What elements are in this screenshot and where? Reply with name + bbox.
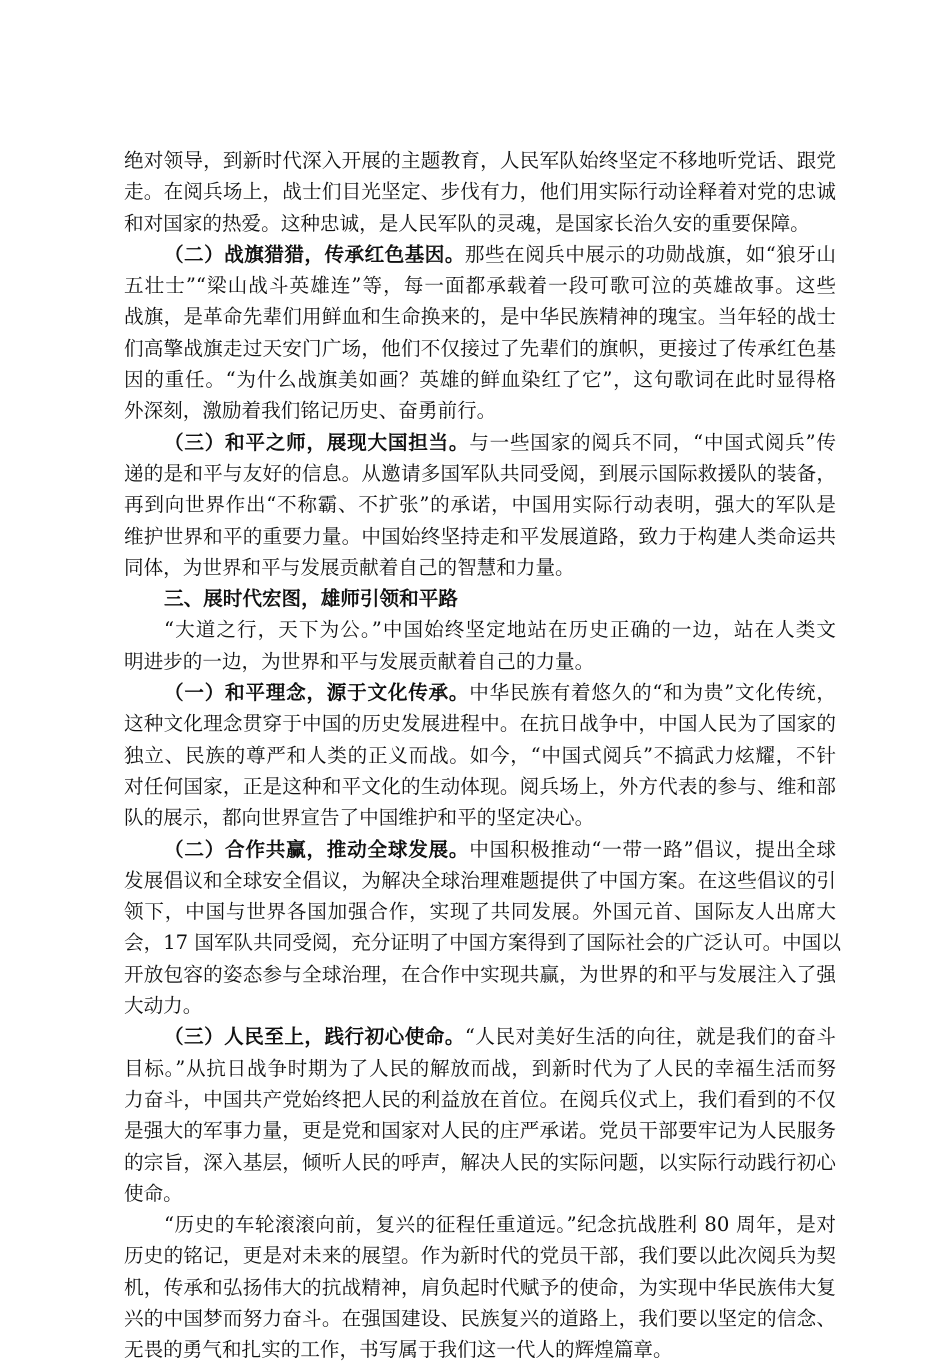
body-text: “历史的车轮滚滚向前，复兴的征程任重道远。”纪念抗战胜利 80 周年，是对 — [164, 1213, 836, 1237]
text-line — [124, 176, 836, 207]
body-text: 那些在阅兵中展示的功勋战旗，如“狼牙山 — [464, 242, 836, 266]
text-line — [124, 1178, 836, 1209]
text-line — [124, 1115, 836, 1146]
body-text: 独立、民族的尊严和人类的正义而战。如今，“中国式阅兵”不搞武力炫耀，不针 — [124, 743, 836, 767]
text-line — [124, 208, 836, 239]
body-text: 力奋斗，中国共产党始终把人民的利益放在首位。在阅兵仪式上，我们看到的不仅 — [124, 1087, 836, 1111]
text-line — [124, 927, 841, 958]
text-line — [124, 740, 836, 771]
body-text: 对任何国家，正是这种和平文化的生动体现。阅兵场上，外方代表的参与、维和部 — [124, 774, 836, 798]
body-text: “人民对美好生活的向往，就是我们的奋斗 — [464, 1025, 836, 1049]
body-text: 中华民族有着悠久的“和为贵”文化传统， — [469, 681, 836, 705]
paragraph — [124, 583, 836, 614]
text-line — [124, 333, 836, 364]
body-text: 大动力。 — [124, 994, 203, 1018]
body-text: 中国积极推动“一带一路”倡议，提出全球 — [469, 837, 836, 861]
text-line — [124, 458, 836, 489]
body-text: 会，17 国军队共同受阅，充分证明了中国方案得到了国际社会的广泛认可。中国以 — [124, 931, 841, 955]
text-line — [124, 1272, 836, 1303]
text-line — [124, 427, 836, 458]
body-text: 开放包容的姿态参与全球治理，在合作中实现共赢，为世界的和平与发展注入了强 — [124, 962, 836, 986]
text-line — [124, 270, 836, 301]
paragraph — [124, 677, 836, 833]
paragraph — [124, 239, 836, 427]
body-text: 兴的中国梦而努力奋斗。在强国建设、民族复兴的道路上，我们要以坚定的信念、 — [124, 1306, 836, 1330]
text-line — [124, 1053, 836, 1084]
body-text: 递的是和平与友好的信息。从邀请多国军队共同受阅，到展示国际救援队的装备， — [124, 461, 836, 485]
text-line — [124, 990, 836, 1021]
section-heading: 三、展时代宏图，雄师引领和平路 — [164, 587, 458, 611]
text-line — [124, 1084, 836, 1115]
body-text: 历史的铭记，更是对未来的展望。作为新时代的党员干部，我们要以此次阅兵为契 — [124, 1244, 836, 1268]
body-text: 发展倡议和全球安全倡议，为解决全球治理难题提供了中国方案。在这些倡议的引 — [124, 868, 836, 892]
text-line — [124, 646, 836, 677]
text-line — [124, 489, 836, 520]
text-line — [124, 896, 836, 927]
paragraph — [124, 1209, 836, 1365]
text-line — [124, 865, 836, 896]
body-text: 外深刻，激励着我们铭记历史、奋勇前行。 — [124, 399, 497, 423]
paragraph — [124, 834, 841, 1022]
text-line — [124, 959, 836, 990]
body-text: 因的重任。“为什么战旗美如画？英雄的鲜血染红了它”，这句歌词在此时显得格 — [124, 368, 836, 392]
body-text: 五壮士”“梁山战斗英雄连”等，每一面都承载着一段可歌可泣的英雄故事。这些 — [124, 274, 836, 298]
section-heading: （一）和平理念，源于文化传承。 — [164, 681, 470, 705]
document-page — [124, 145, 841, 1366]
body-text: 再到向世界作出“不称霸、不扩张”的承诺，中国用实际行动表明，强大的军队是 — [124, 493, 836, 517]
body-text: 战旗，是革命先辈们用鲜血和生命换来的，是中华民族精神的瑰宝。当年轻的战士 — [124, 305, 836, 329]
body-text: 使命。 — [124, 1181, 183, 1205]
text-line — [124, 708, 836, 739]
paragraph — [124, 427, 836, 583]
text-line — [124, 771, 836, 802]
text-line — [124, 145, 836, 176]
text-line — [124, 364, 836, 395]
section-heading: （二）战旗猎猎，传承红色基因。 — [164, 242, 465, 266]
body-text: 明进步的一边，为世界和平与发展贡献着自己的力量。 — [124, 649, 595, 673]
text-line — [124, 395, 836, 426]
text-line — [124, 552, 836, 583]
paragraph — [124, 1021, 836, 1209]
text-line — [124, 301, 836, 332]
body-text: “大道之行，天下为公。”中国始终坚定地站在历史正确的一边，站在人类文 — [164, 618, 836, 642]
text-line — [124, 239, 836, 270]
text-line — [124, 802, 836, 833]
text-line — [124, 677, 836, 708]
body-text: 是强大的军事力量，更是党和国家对人民的庄严承诺。党员干部要牢记为人民服务 — [124, 1119, 836, 1143]
text-line — [124, 521, 836, 552]
body-text: 的宗旨，深入基层，倾听人民的呼声，解决人民的实际问题，以实际行动践行初心 — [124, 1150, 836, 1174]
paragraph — [124, 145, 836, 239]
text-line — [124, 614, 836, 645]
body-text: 走。在阅兵场上，战士们目光坚定、步伐有力，他们用实际行动诠释着对党的忠诚 — [124, 180, 836, 204]
body-text: 目标。”从抗日战争时期为了人民的解放而战，到新时代为了人民的幸福生活而努 — [124, 1056, 836, 1080]
section-heading: （三）人民至上，践行初心使命。 — [164, 1025, 465, 1049]
text-line — [124, 1240, 836, 1271]
body-text: 维护世界和平的重要力量。中国始终坚持走和平发展道路，致力于构建人类命运共 — [124, 524, 836, 548]
text-line — [124, 1334, 836, 1365]
body-text: 同体，为世界和平与发展贡献着自己的智慧和力量。 — [124, 555, 575, 579]
text-line — [124, 1303, 836, 1334]
body-text: 队的展示，都向世界宣告了中国维护和平的坚定决心。 — [124, 806, 595, 830]
body-text: 们高擎战旗走过天安门广场，他们不仅接过了先辈们的旗帜，更接过了传承红色基 — [124, 336, 836, 360]
section-heading: （二）合作共赢，推动全球发展。 — [164, 837, 470, 861]
text-line — [124, 834, 836, 865]
body-text: 与一些国家的阅兵不同，“中国式阅兵”传 — [469, 430, 836, 454]
body-text: 绝对领导，到新时代深入开展的主题教育，人民军队始终坚定不移地听党话、跟党 — [124, 149, 836, 172]
text-line — [124, 1147, 836, 1178]
body-text: 和对国家的热爱。这种忠诚，是人民军队的灵魂，是国家长治久安的重要保障。 — [124, 211, 810, 235]
body-text: 领下，中国与世界各国加强合作，实现了共同发展。外国元首、国际友人出席大 — [124, 900, 836, 924]
text-line — [124, 583, 836, 614]
body-text: 这种文化理念贯穿于中国的历史发展进程中。在抗日战争中，中国人民为了国家的 — [124, 712, 836, 736]
body-text: 无畏的勇气和扎实的工作，书写属于我们这一代人的辉煌篇章。 — [124, 1338, 673, 1362]
text-line — [124, 1021, 836, 1052]
paragraph — [124, 614, 836, 677]
text-line — [124, 1209, 836, 1240]
section-heading: （三）和平之师，展现大国担当。 — [164, 430, 470, 454]
body-text: 机，传承和弘扬伟大的抗战精神，肩负起时代赋予的使命，为实现中华民族伟大复 — [124, 1275, 836, 1299]
